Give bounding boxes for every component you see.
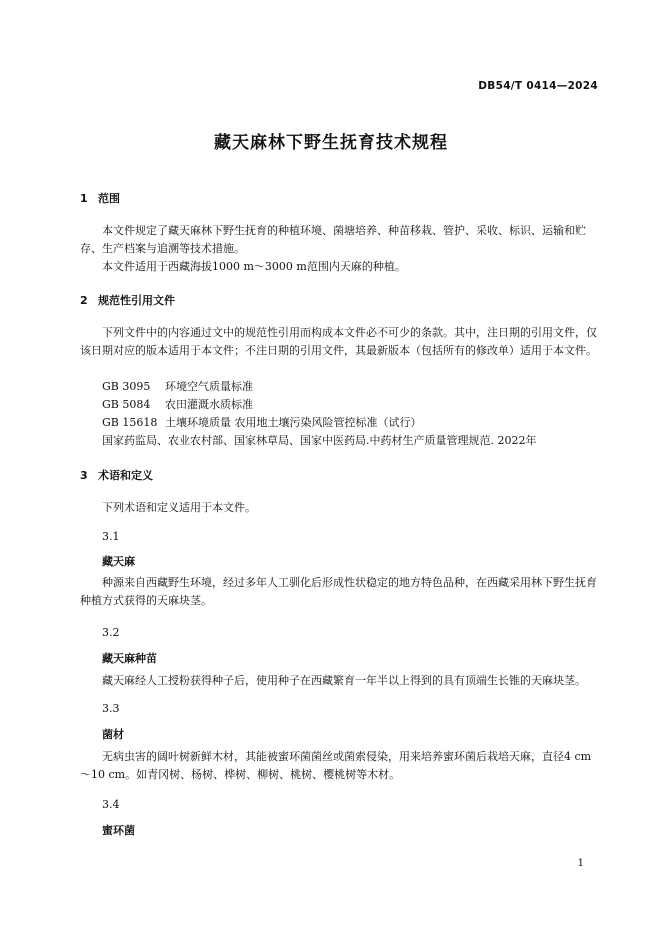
reference-name: 土壤环境质量 农用地土壤污染风险管控标准（试行）: [165, 416, 422, 429]
terms-intro: 下列术语和定义适用于本文件。: [102, 501, 256, 514]
section-2-heading: [80, 292, 175, 308]
reference-name: 农田灌溉水质标准: [165, 398, 253, 411]
reference-extra: 国家药监局、农业农村部、国家林草局、国家中医药局.中药材生产质量管理规范. 2022年: [102, 434, 537, 447]
term-title: 藏天麻种苗: [102, 652, 157, 665]
term-number: 3.3: [102, 702, 120, 715]
term-definition: 无病虫害的阔叶树新鲜木材，其能被蜜环菌菌丝或菌索侵染，用来培养蜜环菌后栽培天麻，直径4 cm～10 cm。如青冈树、杨树、桦树、柳树、桃树、樱桃树等木材。: [80, 750, 592, 781]
document-code: DB54/T 0414—2024: [478, 80, 598, 92]
scope-paragraph-1: 本文件规定了藏天麻林下野生抚育的种植环境、菌塘培养、种苗移栽、管护、采收、标识、运输和贮存、生产档案与追溯等技术措施。: [80, 224, 586, 255]
reference-code: GB 5084: [102, 398, 151, 411]
scope-paragraph-2: 本文件适用于西藏海拔1000 m～3000 m范围内天麻的种植。: [102, 260, 406, 273]
reference-name: 环境空气质量标准: [165, 380, 253, 393]
term-number: 3.2: [102, 626, 120, 639]
term-title: 菌材: [102, 728, 124, 741]
term-number: 3.4: [102, 798, 120, 811]
section-1-heading: [80, 190, 120, 206]
reference-item: [102, 396, 253, 414]
section-title: 术语和定义: [98, 469, 153, 482]
term-definition: 种源来自西藏野生环境，经过多年人工驯化后形成性状稳定的地方特色品种，在西藏采用林下野生抚育种植方式获得的天麻块茎。: [80, 576, 597, 607]
section-title: 范围: [98, 192, 120, 205]
section-number: 3: [80, 469, 88, 482]
reference-code: GB 3095: [102, 380, 151, 393]
term-definition: 藏天麻经人工授粉获得种子后，使用种子在西藏繁育一年半以上得到的具有顶端生长锥的天麻块茎。: [102, 674, 586, 687]
term-title: 蜜环菌: [102, 824, 135, 837]
section-number: 2: [80, 294, 88, 307]
term-number: 3.1: [102, 530, 120, 543]
reference-item: [102, 378, 253, 396]
term-title: 藏天麻: [102, 555, 135, 568]
section-3-heading: [80, 467, 153, 483]
section-number: 1: [80, 192, 88, 205]
reference-item: [102, 414, 422, 432]
normative-references-intro: 下列文件中的内容通过文中的规范性引用而构成本文件必不可少的条款。其中，注日期的引用文件，仅该日期对应的版本适用于本文件；不注日期的引用文件，其最新版本（包括所有的修改单）适用于本文件。: [80, 326, 597, 357]
section-title: 规范性引用文件: [98, 294, 175, 307]
page-number: 1: [577, 858, 584, 869]
reference-code: GB 15618: [102, 416, 158, 429]
document-title: 藏天麻林下野生抚育技术规程: [214, 133, 448, 153]
